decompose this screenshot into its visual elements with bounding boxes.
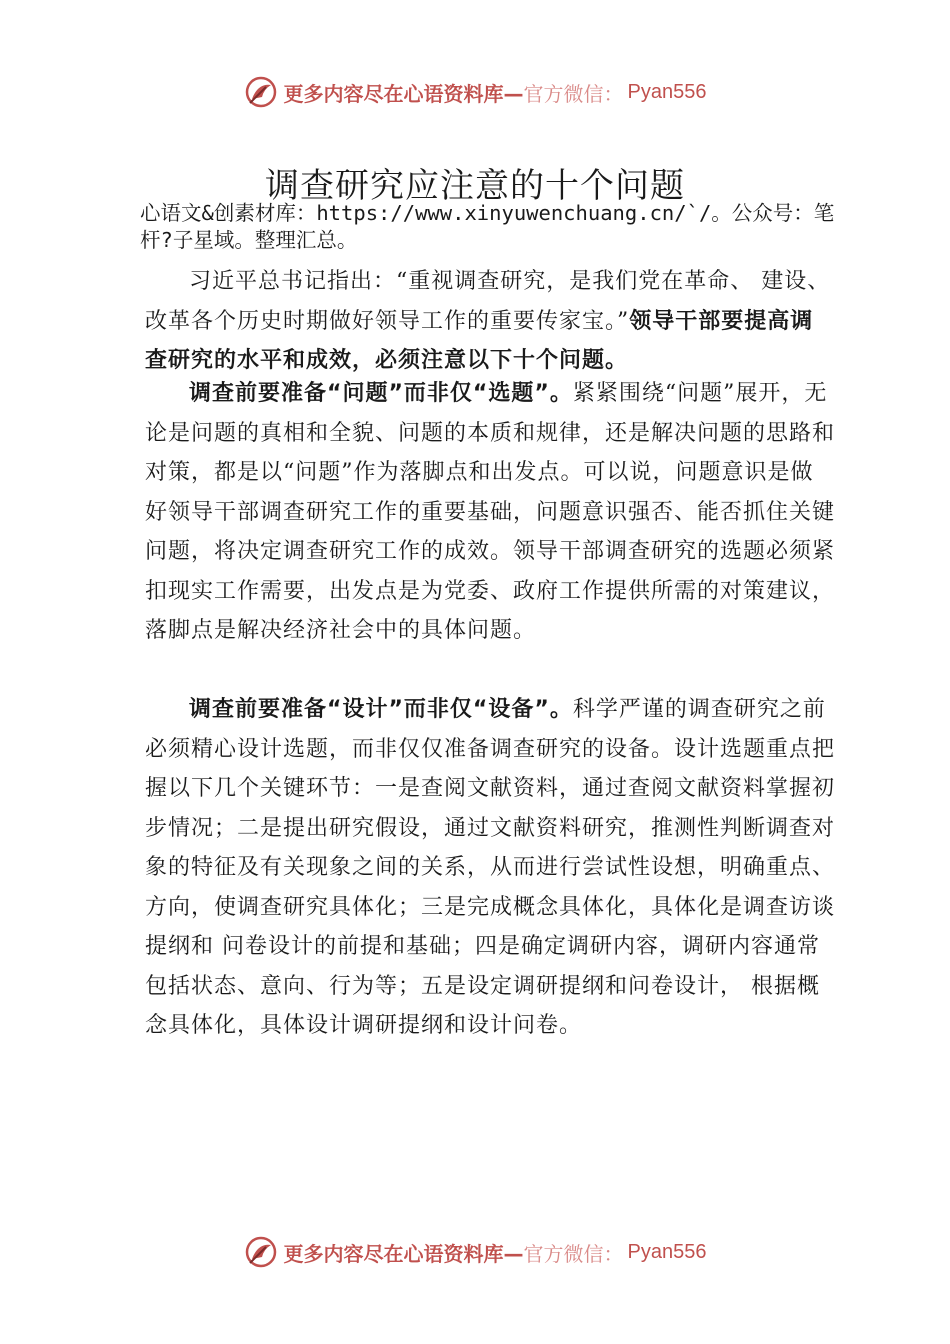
- paragraph-text: 习近平总书记指出：“重视调查研究，是我们党在革命、 建设、改革各个历史时期做好领导工作的重要传家宝。”: [145, 269, 831, 334]
- footer-banner: [0, 1232, 950, 1272]
- header-banner: [0, 72, 950, 112]
- source-line: 心语文&创素材库：https://www.xinyuwenchuang.cn/`/。公众号：笔杆?子星域。整理汇总。: [140, 201, 835, 252]
- banner-brand-text: 更多内容尽在心语资料库—: [283, 81, 524, 106]
- banner-brand-text: 更多内容尽在心语资料库—: [283, 1241, 524, 1266]
- document-title: 调查研究应注意的十个问题: [265, 166, 685, 206]
- paragraph-problem: [145, 374, 835, 651]
- brand-logo-icon: [244, 75, 278, 109]
- banner-account: Pyan556: [627, 1240, 707, 1263]
- banner-wechat-label: 官方微信：: [523, 1241, 624, 1266]
- brand-logo-icon: [244, 1235, 278, 1269]
- paragraph-design: [145, 690, 835, 1046]
- paragraph-heading: 调查前要准备“设计”而非仅“设备”。: [189, 697, 573, 722]
- paragraph-bold-text: 领导干部要提高调查研究的水平和成效，必须注意以下十个问题。: [145, 308, 814, 373]
- banner-wechat-label: 官方微信：: [523, 81, 624, 106]
- banner-account: Pyan556: [627, 80, 707, 103]
- paragraph-heading: 调查前要准备“问题”而非仅“选题”。: [189, 381, 573, 406]
- paragraph-text: 紧紧围绕“问题”展开，无论是问题的真相和全貌、问题的本质和规律，还是解决问题的思路和对策，都是以“问题”作为落脚点和出发点。可以说，问题意识是做好领导干部调查研究工作的重要基础，问题意识强否、能否抓住关键问题，将决定调查研究工作的成效。领导干部调查研究的选题必须紧扣现实工作需要，出发点是为党委、政府工作提供所需的对策建议，落脚点是解决经济社会中的具体问题。: [145, 381, 836, 643]
- paragraph-text: 科学严谨的调查研究之前必须精心设计选题，而非仅仅准备调查研究的设备。设计选题重点把握以下几个关键环节：一是查阅文献资料，通过查阅文献资料掌握初步情况；二是提出研究假设，通过文献资料研究，推测性判断调查对象的特征及有关现象之间的关系，从而进行尝试性设想，明确重点、方向，使调查研究具体化；三是完成概念具体化，具体化是调查访谈提纲和 问卷设计的前提和基础；四是确定调研内容，调研内容通常包括状态、意向、行为等；五是设定调研提纲和问卷设计， 根据概念具体化，具体设计调研提纲和设计问卷。: [145, 697, 836, 1038]
- paragraph-intro: [145, 262, 835, 381]
